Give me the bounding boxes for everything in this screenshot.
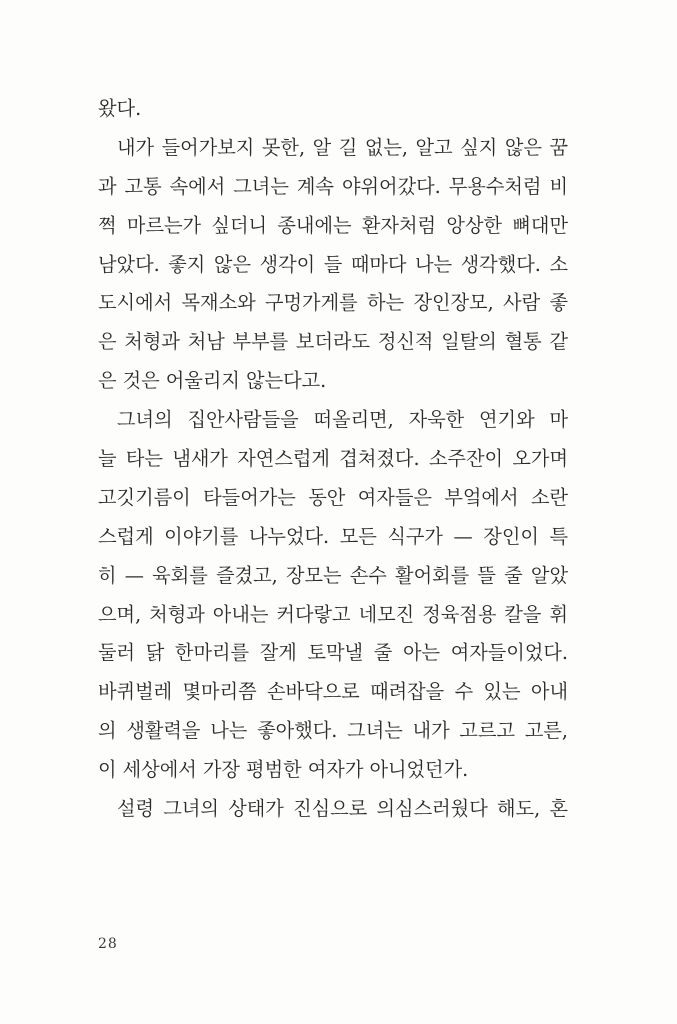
body-text [98,90,568,829]
text-line: 은 처형과 처남 부부를 보더라도 정신적 일탈의 혈통 같 [98,330,568,354]
text-line: 도시에서 목재소와 구멍가게를 하는 장인장모, 사람 좋 [98,291,568,315]
text-line: 그녀의 집안사람들을 떠올리면, 자욱한 연기와 마 [117,408,568,432]
text-line: 히 — 육회를 즐겼고, 장모는 손수 활어회를 뜰 줄 알았 [98,563,568,587]
text-line: 고깃기름이 타들어가는 동안 여자들은 부엌에서 소란 [98,485,568,509]
page-number: 28 [98,936,118,952]
text-line: 왔다. [98,97,142,120]
text-line: 바퀴벌레 몇마리쯤 손바닥으로 때려잡을 수 있는 아내 [98,680,568,704]
text-line: 은 것은 어울리지 않는다고. [98,369,327,393]
text-line: 설령 그녀의 상태가 진심으로 의심스러웠다 해도, 혼 [117,797,568,821]
text-line: 스럽게 이야기를 나누었다. 모든 식구가 — 장인이 특 [98,524,568,548]
text-line: 과 고통 속에서 그녀는 계속 야위어갔다. 무용수처럼 비 [98,174,568,198]
text-line: 쩍 마르는가 싶더니 종내에는 환자처럼 앙상한 뼈대만 [98,213,568,237]
text-line: 내가 들어가보지 못한, 알 길 없는, 알고 싶지 않은 꿈 [117,135,568,159]
text-line: 둘러 닭 한마리를 잘게 토막낼 줄 아는 여자들이었다. [98,641,568,665]
text-line: 의 생활력을 나는 좋아했다. 그녀는 내가 고르고 고른, [98,719,568,743]
text-line: 이 세상에서 가장 평범한 여자가 아니었던가. [98,758,469,782]
text-line: 늘 타는 냄새가 자연스럽게 겹쳐졌다. 소주잔이 오가며 [98,447,568,471]
text-line: 남았다. 좋지 않은 생각이 들 때마다 나는 생각했다. 소 [98,252,568,276]
text-line: 으며, 처형과 아내는 커다랗고 네모진 정육점용 칼을 휘 [98,602,568,626]
